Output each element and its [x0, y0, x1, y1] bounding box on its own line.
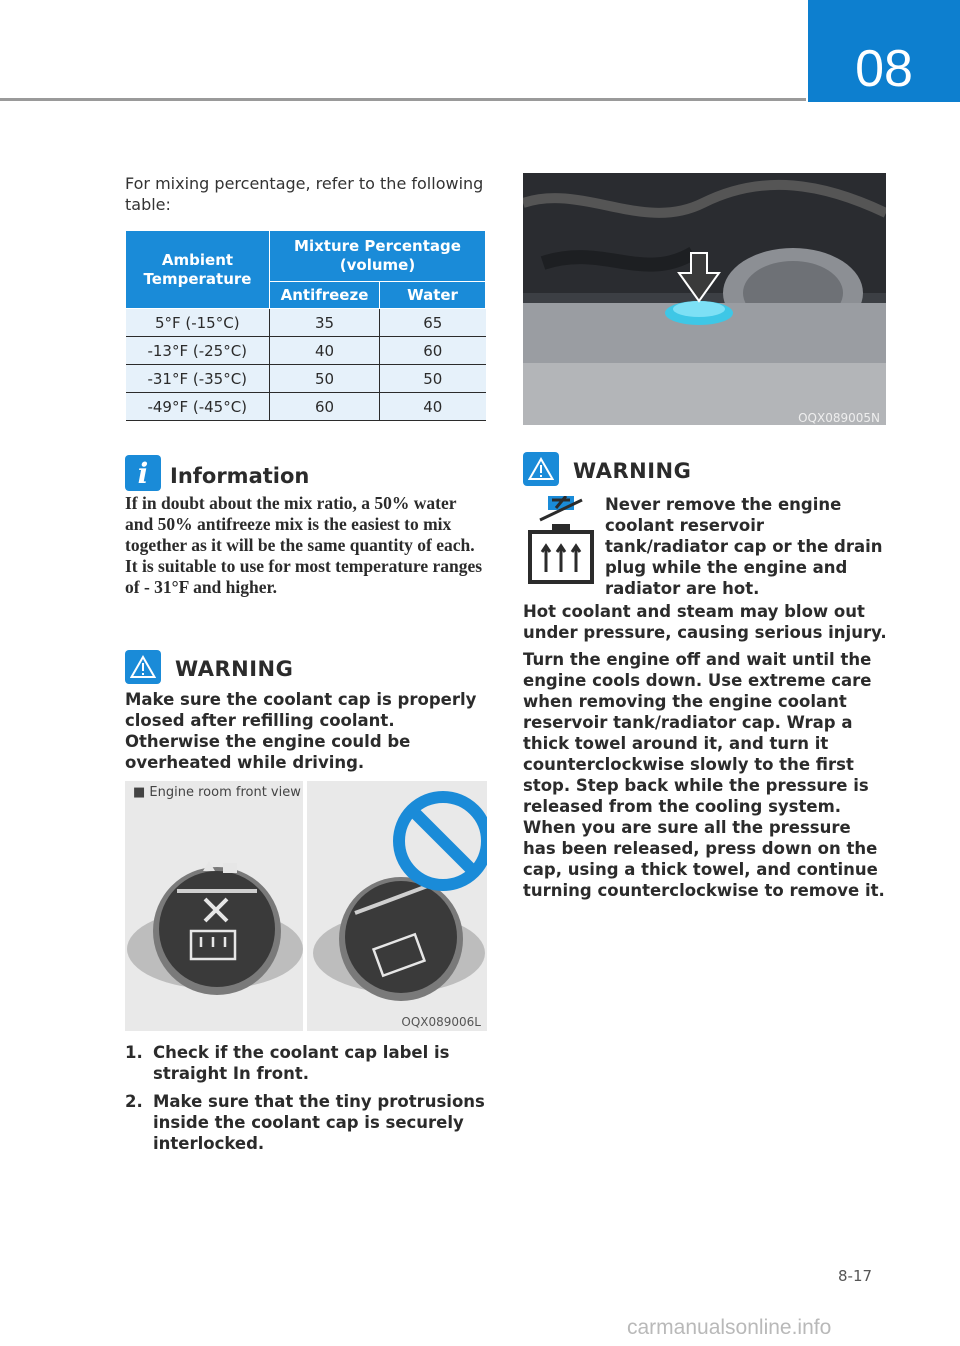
information-body: If in doubt about the mix ratio, a 50% water and 50% antifreeze mix is the easiest to mix together as it will be the same quantity of each. It is suitable to use for most temperature ranges of - 31°F and higher. [125, 493, 483, 597]
warning-paragraph: Turn the engine off and wait until the engine cools down. Use extreme care when removing the engine coolant reservoir tank/radiator cap. Wrap a thick towel around it, and turn it counterclockwise slowly to the first stop. Step back while the pressure is released from the cooling system. When you are sure all the pressure has been released, press down on the cap, using a thick towel, and continue turning counterclockwise to remove it. [523, 650, 885, 900]
photo-code: OQX089005N [798, 411, 880, 425]
warning-title: WARNING [573, 459, 692, 483]
cell-temp: -13°F (-25°C) [126, 337, 270, 365]
cell-temp: -49°F (-45°C) [126, 393, 270, 421]
coolant-cap-figure [125, 781, 487, 1031]
cell-antifreeze: 35 [270, 309, 380, 337]
incorrect-cap-illustration [307, 781, 487, 1031]
step-text: Check if the coolant cap label is straight In front. [153, 1043, 450, 1083]
intro-text: For mixing percentage, refer to the following table: [125, 174, 484, 214]
cell-water: 50 [380, 365, 486, 393]
step-text: Make sure that the tiny protrusions inside the coolant cap is securely interlocked. [153, 1092, 485, 1153]
figure-caption: ■ Engine room front view [133, 785, 301, 800]
cell-water: 40 [380, 393, 486, 421]
table-row [126, 393, 486, 421]
header-antifreeze: Antifreeze [270, 282, 380, 309]
correct-cap-illustration [125, 781, 303, 1031]
header-rule [0, 98, 806, 101]
step-number: 1. [125, 1043, 143, 1062]
header-ambient: Ambient Temperature [126, 231, 270, 309]
page-number: 8-17 [838, 1267, 873, 1285]
table-row [126, 337, 486, 365]
warning-lead: Never remove the engine coolant reservoir tank/radiator cap or the drain plug while the engine and radiator are hot. [605, 495, 883, 598]
coolant-mix-table [125, 230, 486, 421]
warning-triangle-icon [125, 650, 161, 684]
header-water: Water [380, 282, 486, 309]
cell-water: 60 [380, 337, 486, 365]
step-number: 2. [125, 1092, 143, 1111]
incorrect-cap-panel [307, 781, 487, 1031]
cell-temp: -31°F (-35°C) [126, 365, 270, 393]
warning-heading [125, 650, 293, 684]
information-title: Information [170, 464, 310, 488]
warning-triangle-icon [523, 452, 559, 486]
cell-temp: 5°F (-15°C) [126, 309, 270, 337]
cell-water: 65 [380, 309, 486, 337]
list-item [125, 1091, 487, 1154]
engine-room-photo [523, 173, 886, 425]
warning-heading [523, 452, 691, 486]
table-row [126, 365, 486, 393]
cell-antifreeze: 50 [270, 365, 380, 393]
table-row [126, 309, 486, 337]
information-heading [125, 455, 309, 491]
figure-code: OQX089006L [401, 1015, 481, 1029]
header-mixture: Mixture Percentage (volume) [270, 231, 486, 282]
information-icon: i [125, 455, 161, 491]
hot-radiator-warning-icon [526, 496, 596, 586]
warning-title: WARNING [175, 657, 294, 681]
warning-body: Make sure the coolant cap is properly closed after refilling coolant. Otherwise the engine could be overheated while driving. [125, 690, 477, 772]
correct-cap-panel [125, 781, 303, 1031]
steps-list [125, 1042, 487, 1161]
list-item [125, 1042, 487, 1084]
warning-paragraph: Hot coolant and steam may blow out under pressure, causing serious injury. [523, 602, 887, 642]
cell-antifreeze: 40 [270, 337, 380, 365]
chapter-tab: 08 [808, 0, 960, 102]
watermark: carmanualsonline.info [627, 1316, 832, 1339]
cell-antifreeze: 60 [270, 393, 380, 421]
